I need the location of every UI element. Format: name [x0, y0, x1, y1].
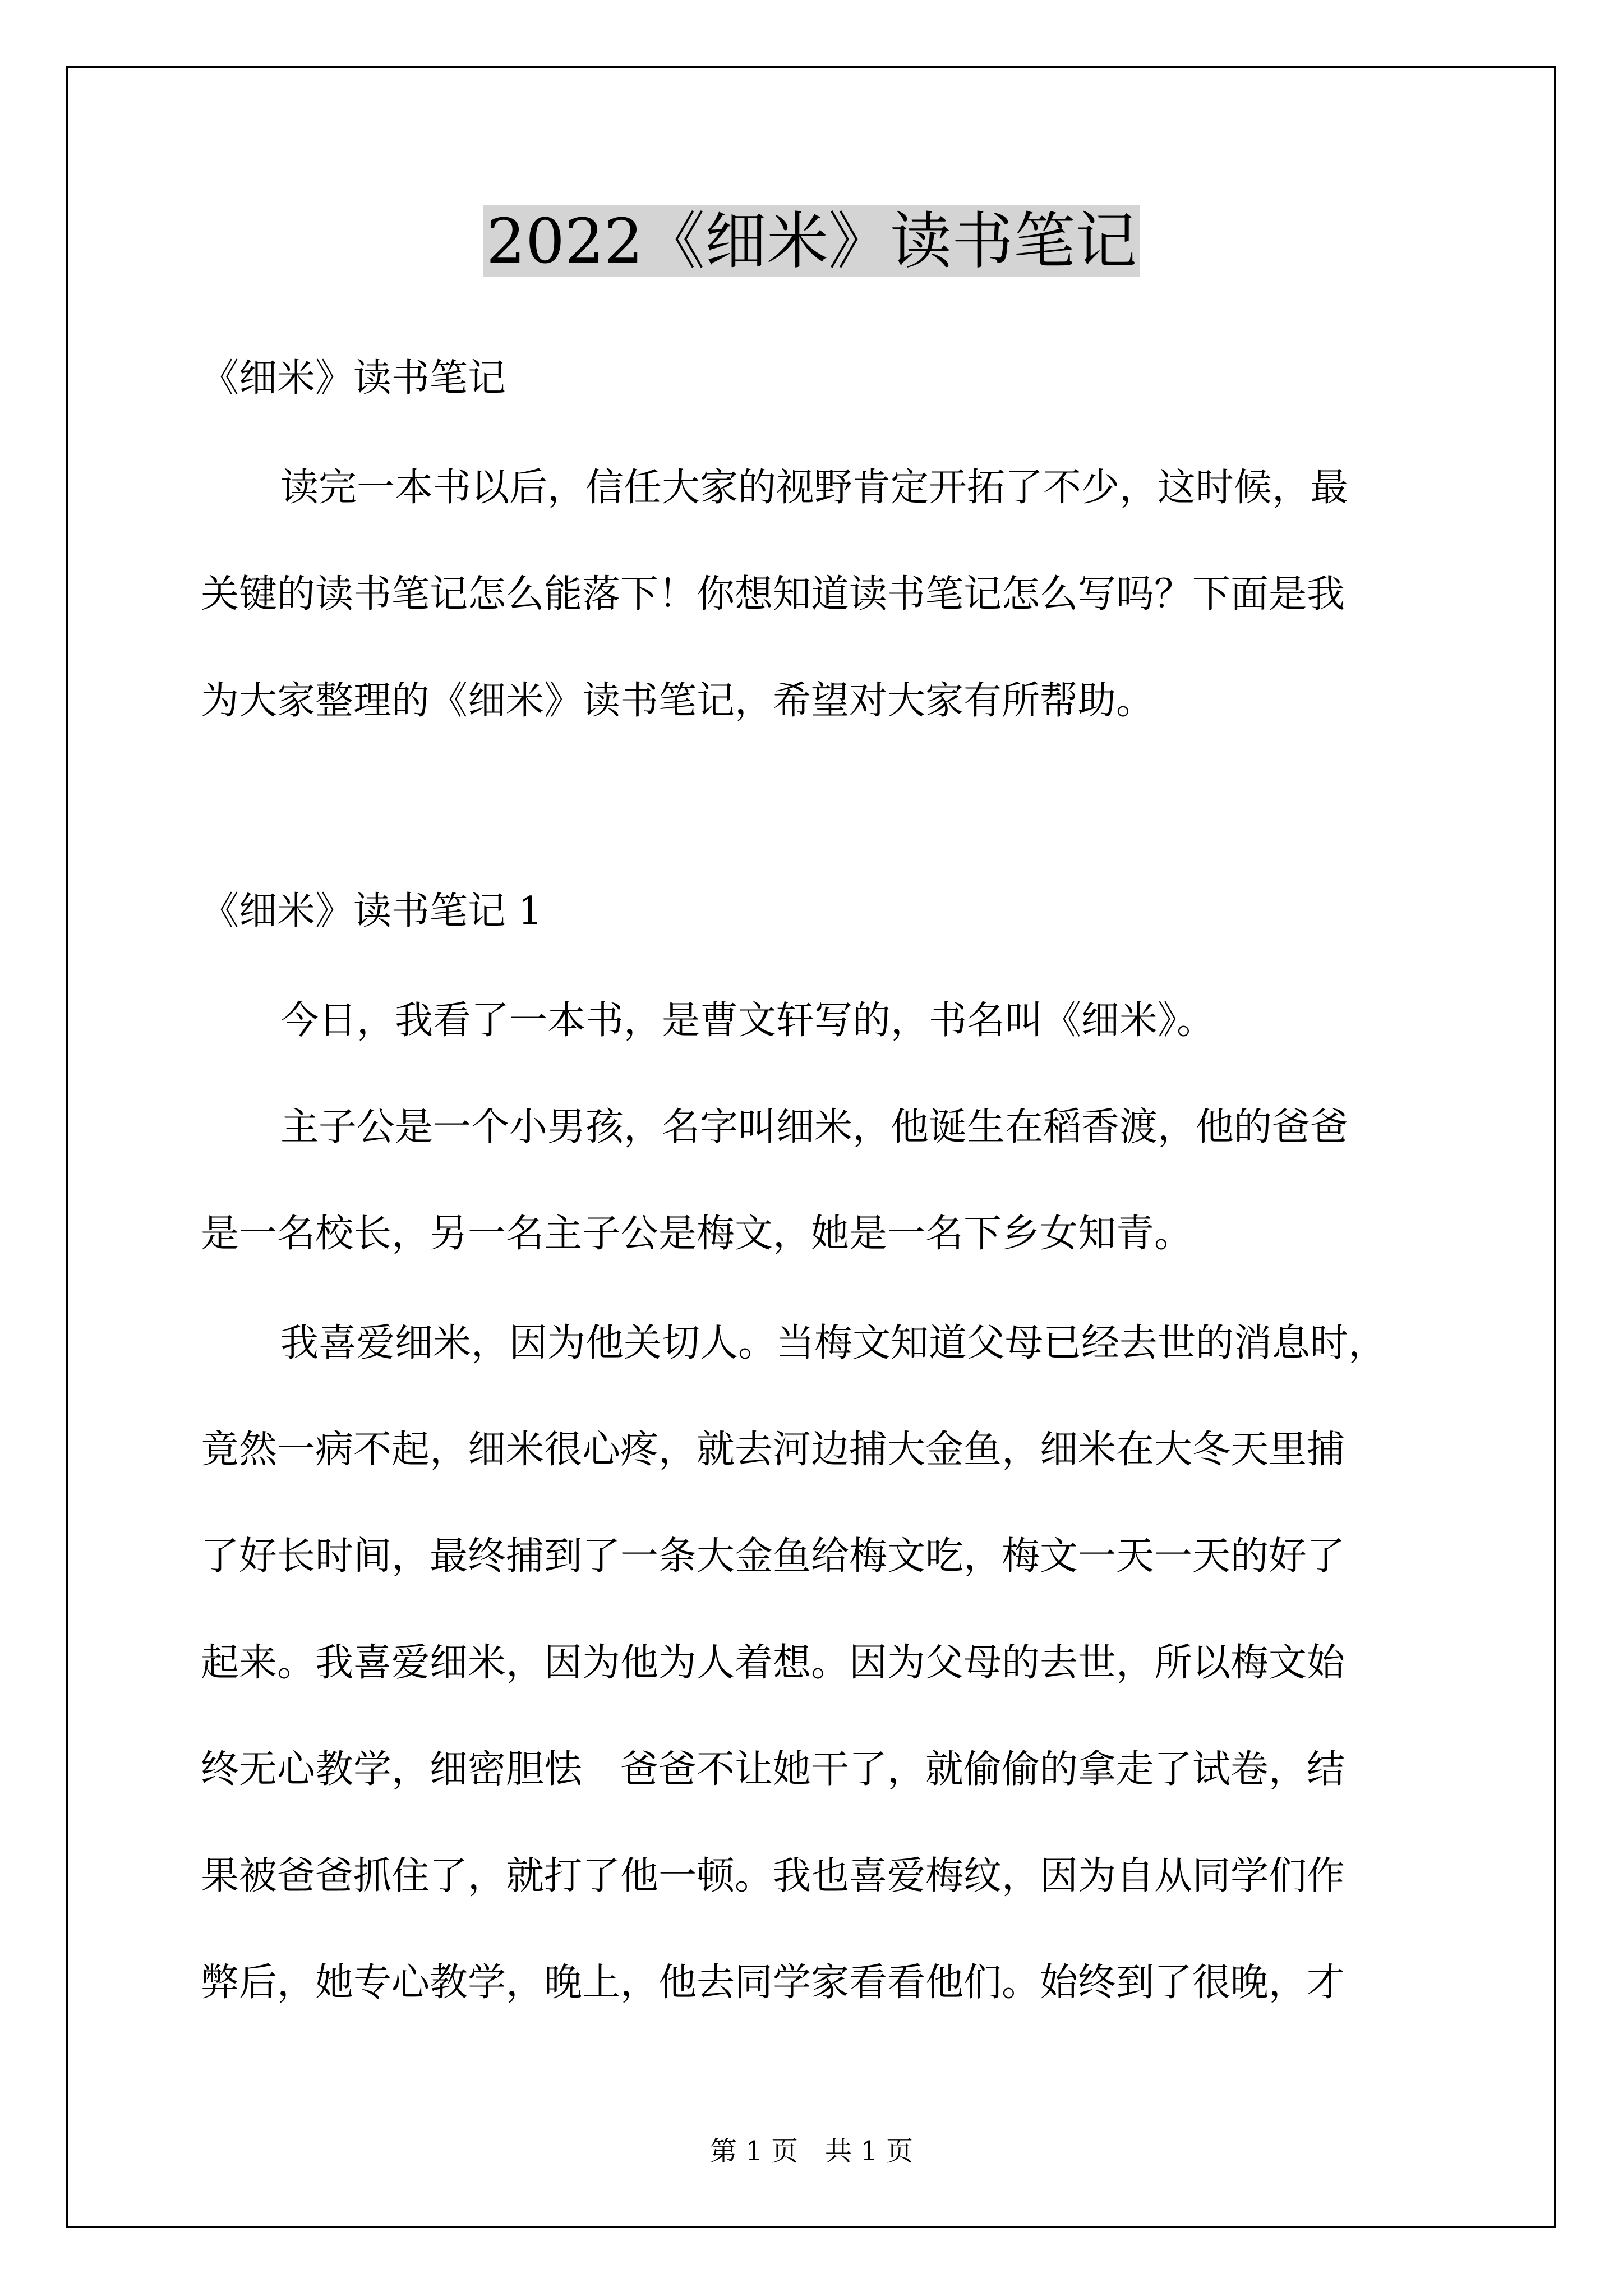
- paragraph-line: 了好长时间，最终捕到了一条大金鱼给梅文吃，梅文一天一天的好了: [201, 1534, 1345, 1579]
- paragraph-line: 竟然一病不起，细米很心疼，就去河边捕大金鱼，细米在大冬天里捕: [201, 1428, 1345, 1472]
- page-number-footer: 第 1 页 共 1 页: [709, 2136, 914, 2167]
- intro-line: 读完一本书以后，信任大家的视野肯定开拓了不少，这时候，最: [280, 466, 1349, 510]
- paragraph-line: 弊后，她专心教学，晚上，他去同学家看看他们。始终到了很晚，才: [201, 1961, 1345, 2005]
- paragraph-line: 我喜爱细米，因为他关切人。当梅文知道父母已经去世的消息时，: [280, 1321, 1387, 1365]
- subtitle: 《细米》读书笔记: [201, 356, 506, 401]
- intro-line: 关键的读书笔记怎么能落下！你想知道读书笔记怎么写吗？下面是我: [201, 572, 1345, 616]
- paragraph-line: 是一名校长，另一名主子公是梅文，她是一名下乡女知青。: [201, 1212, 1193, 1256]
- paragraph-line: 起来。我喜爱细米，因为他为人着想。因为父母的去世，所以梅文始: [201, 1641, 1345, 1685]
- paragraph-line: 主子公是一个小男孩，名字叫细米，他诞生在稻香渡，他的爸爸: [280, 1105, 1349, 1149]
- paragraph-line: 果被爸爸抓住了，就打了他一顿。我也喜爱梅纹，因为自从同学们作: [201, 1854, 1345, 1898]
- document-title: [0, 199, 1623, 283]
- intro-line: 为大家整理的《细米》读书笔记，希望对大家有所帮助。: [201, 679, 1155, 723]
- paragraph-line: 终无心教学，细密胆怯 爸爸不让她干了，就偷偷的拿走了试卷，结: [201, 1747, 1345, 1792]
- paragraph-line: 今日，我看了一本书，是曹文轩写的，书名叫《细米》。: [280, 999, 1215, 1043]
- document-title-text: 2022《细米》读书笔记: [483, 205, 1140, 277]
- section-heading: 《细米》读书笔记 1: [201, 889, 542, 933]
